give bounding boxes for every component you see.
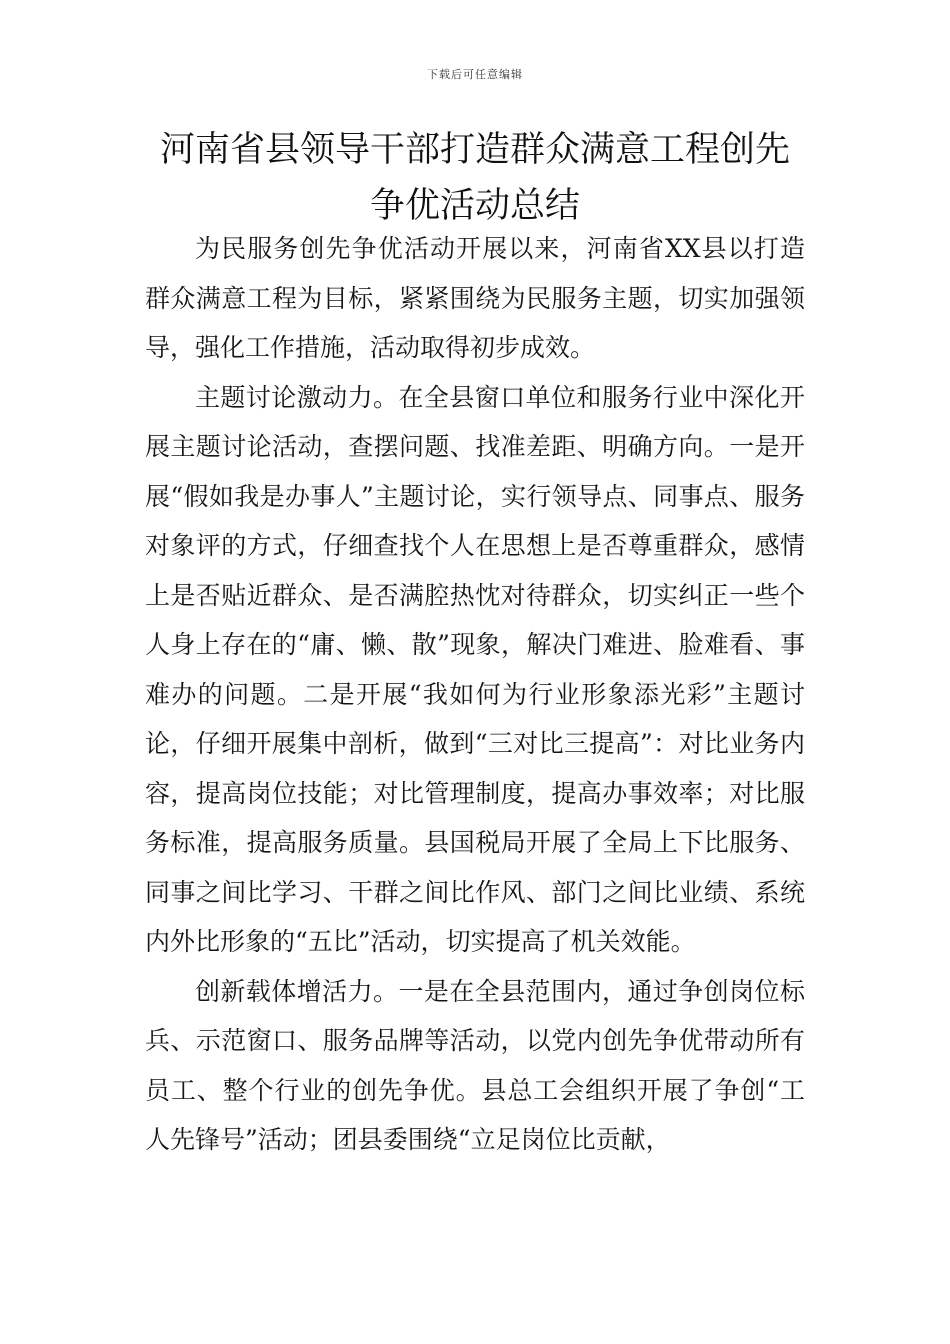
paragraph-topic-discussion: 主题讨论激动力。在全县窗口单位和服务行业中深化开展主题讨论活动，查摆问题、找准差距、明确方向。一是开展“假如我是办事人”主题讨论，实行领导点、同事点、服务对象评的方式，仔细查找个人在思想上是否尊重群众，感情上是否贴近群众、是否满腔热忱对待群众，切实纠正一些个人身上存在的“庸、懒、散”现象，解决门难进、脸难看、事难办的问题。二是开展“我如何为行业形象添光彩”主题讨论，仔细开展集中剖析，做到“三对比三提高”：对比业务内容，提高岗位技能；对比管理制度，提高办事效率；对比服务标准，提高服务质量。县国税局开展了全局上下比服务、同事之间比学习、干群之间比作风、部门之间比业绩、系统内外比形象的“五比”活动，切实提高了机关效能。	[145, 382, 805, 956]
header-note: 下载后可任意编辑	[427, 68, 523, 81]
paragraph-intro: 为民服务创先争优活动开展以来，河南省XX县以打造群众满意工程为目标，紧紧围绕为民服务主题，切实加强领导，强化工作措施，活动取得初步成效。	[145, 234, 805, 362]
paragraph-innovation: 创新载体增活力。一是在全县范围内，通过争创岗位标兵、示范窗口、服务品牌等活动，以党内创先争优带动所有员工、整个行业的创先争优。县总工会组织开展了争创“工人先锋号”活动；团县委围绕“立足岗位比贡献，	[145, 976, 805, 1154]
document-title: 河南省县领导干部打造群众满意工程创先争优活动总结	[159, 130, 790, 226]
document-body	[145, 224, 805, 1165]
